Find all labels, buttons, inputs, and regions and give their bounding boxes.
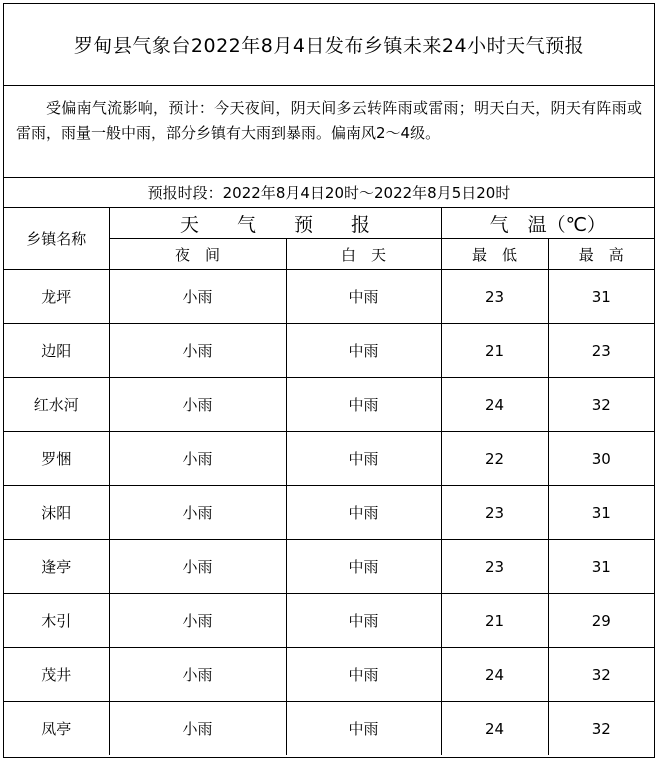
header-forecast: 天 气 预 报 — [109, 208, 441, 239]
min-temp-cell: 22 — [441, 432, 548, 486]
min-temp-cell: 21 — [441, 594, 548, 648]
min-temp-cell: 23 — [441, 270, 548, 324]
day-weather-cell: 中雨 — [286, 432, 441, 486]
town-cell: 逢亭 — [4, 540, 109, 594]
forecast-sheet — [3, 3, 655, 758]
day-weather-cell: 中雨 — [286, 594, 441, 648]
max-temp-cell: 30 — [548, 432, 654, 486]
night-weather-cell: 小雨 — [109, 648, 286, 702]
header-night: 夜 间 — [109, 239, 286, 270]
min-temp-cell: 24 — [441, 648, 548, 702]
town-cell: 凤亭 — [4, 702, 109, 756]
header-max: 最 高 — [548, 239, 654, 270]
header-day: 白 天 — [286, 239, 441, 270]
day-weather-cell: 中雨 — [286, 378, 441, 432]
day-weather-cell: 中雨 — [286, 702, 441, 756]
forecast-summary: 受偏南气流影响，预计：今天夜间，阴天间多云转阵雨或雷雨；明天白天，阴天有阵雨或雷雨，雨量一般中雨，部分乡镇有大雨到暴雨。偏南风2～4级。 — [4, 86, 654, 178]
day-weather-cell: 中雨 — [286, 648, 441, 702]
min-temp-cell: 23 — [441, 486, 548, 540]
max-temp-cell: 32 — [548, 378, 654, 432]
table-row — [4, 702, 654, 756]
table-row — [4, 324, 654, 378]
max-temp-cell: 31 — [548, 486, 654, 540]
day-weather-cell: 中雨 — [286, 540, 441, 594]
max-temp-cell: 32 — [548, 702, 654, 756]
min-temp-cell: 24 — [441, 702, 548, 756]
table-row — [4, 540, 654, 594]
max-temp-cell: 31 — [548, 270, 654, 324]
max-temp-cell: 32 — [548, 648, 654, 702]
town-cell: 木引 — [4, 594, 109, 648]
town-cell: 茂井 — [4, 648, 109, 702]
town-cell: 沫阳 — [4, 486, 109, 540]
town-cell: 罗悃 — [4, 432, 109, 486]
min-temp-cell: 23 — [441, 540, 548, 594]
night-weather-cell: 小雨 — [109, 324, 286, 378]
night-weather-cell: 小雨 — [109, 540, 286, 594]
day-weather-cell: 中雨 — [286, 486, 441, 540]
table-row — [4, 486, 654, 540]
header-min: 最 低 — [441, 239, 548, 270]
table-row — [4, 648, 654, 702]
table-row — [4, 432, 654, 486]
max-temp-cell: 31 — [548, 540, 654, 594]
night-weather-cell: 小雨 — [109, 486, 286, 540]
night-weather-cell: 小雨 — [109, 432, 286, 486]
night-weather-cell: 小雨 — [109, 594, 286, 648]
table-row — [4, 270, 654, 324]
night-weather-cell: 小雨 — [109, 378, 286, 432]
day-weather-cell: 中雨 — [286, 324, 441, 378]
night-weather-cell: 小雨 — [109, 270, 286, 324]
table-row — [4, 378, 654, 432]
header-temperature: 气 温（℃） — [441, 208, 654, 239]
min-temp-cell: 24 — [441, 378, 548, 432]
page-title: 罗甸县气象台2022年8月4日发布乡镇未来24小时天气预报 — [4, 4, 654, 86]
min-temp-cell: 21 — [441, 324, 548, 378]
town-cell: 龙坪 — [4, 270, 109, 324]
header-town: 乡镇名称 — [4, 208, 109, 270]
forecast-period: 预报时段：2022年8月4日20时～2022年8月5日20时 — [4, 178, 654, 208]
day-weather-cell: 中雨 — [286, 270, 441, 324]
town-cell: 红水河 — [4, 378, 109, 432]
table-row — [4, 594, 654, 648]
max-temp-cell: 29 — [548, 594, 654, 648]
town-cell: 边阳 — [4, 324, 109, 378]
forecast-table — [4, 208, 654, 755]
night-weather-cell: 小雨 — [109, 702, 286, 756]
max-temp-cell: 23 — [548, 324, 654, 378]
